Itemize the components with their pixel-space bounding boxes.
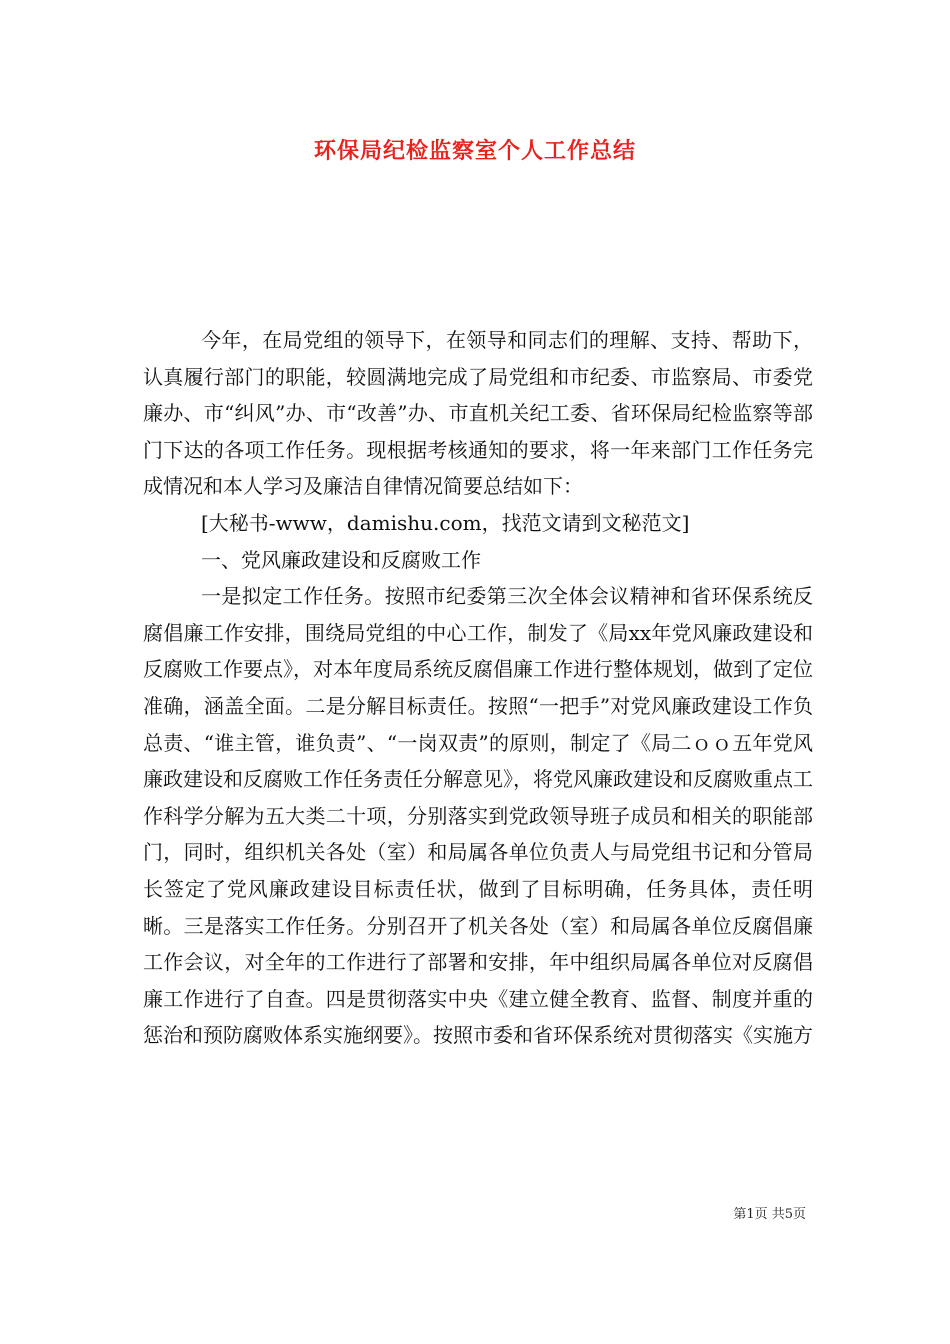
page-title: 环保局纪检监察室个人工作总结	[313, 139, 636, 164]
paragraph-intro: 今年，在局党组的领导下，在领导和同志们的理解、支持、帮助下，认真履行部门的职能，较圆满地完成了局党组和市纪委、市监察局、市委党廉办、市“纠风”办、市“改善”办、市直机关纪工委、省环保局纪检监察等部门下达的各项工作任务。现根据考核通知的要求，将一年来部门工作任务完成情况和本人学习及廉洁自律情况简要总结如下：	[143, 328, 813, 499]
paragraph-section-one: 一是拟定工作任务。按照市纪委第三次全体会议精神和省环保系统反腐倡廉工作安排，围绕局党组的中心工作，制发了《局xx年党风廉政建设和反腐败工作要点》，对本年度局系统反腐倡廉工作进行整体规划，做到了定位准确，涵盖全面。二是分解目标责任。按照“一把手”对党风廉政建设工作负总责、“谁主管，谁负责”、“一岗双责”的原则，制定了《局二ｏｏ五年党风廉政建设和反腐败工作任务责任分解意见》，将党风廉政建设和反腐败重点工作科学分解为五大类二十项，分别落实到党政领导班子成员和相关的职能部门，同时，组织机关各处（室）和局属各单位负责人与局党组书记和分管局长签定了党风廉政建设目标责任状，做到了目标明确，任务具体，责任明晰。三是落实工作任务。分别召开了机关各处（室）和局属各单位反腐倡廉工作会议，对全年的工作进行了部署和安排，年中组织局属各单位对反腐倡廉工作进行了自查。四是贯彻落实中央《建立健全教育、监督、制度并重的惩治和预防腐败体系实施纲要》。按照市委和省环保系统对贯彻落实《实施方	[143, 584, 813, 1048]
page-footer: 第1页 共5页	[733, 1207, 806, 1222]
document-body	[143, 322, 813, 1054]
paragraph-source-note: [大秘书-www，damishu.com，找范文请到文秘范文]	[201, 510, 690, 535]
section-heading: 一、党风廉政建设和反腐败工作	[201, 547, 481, 572]
